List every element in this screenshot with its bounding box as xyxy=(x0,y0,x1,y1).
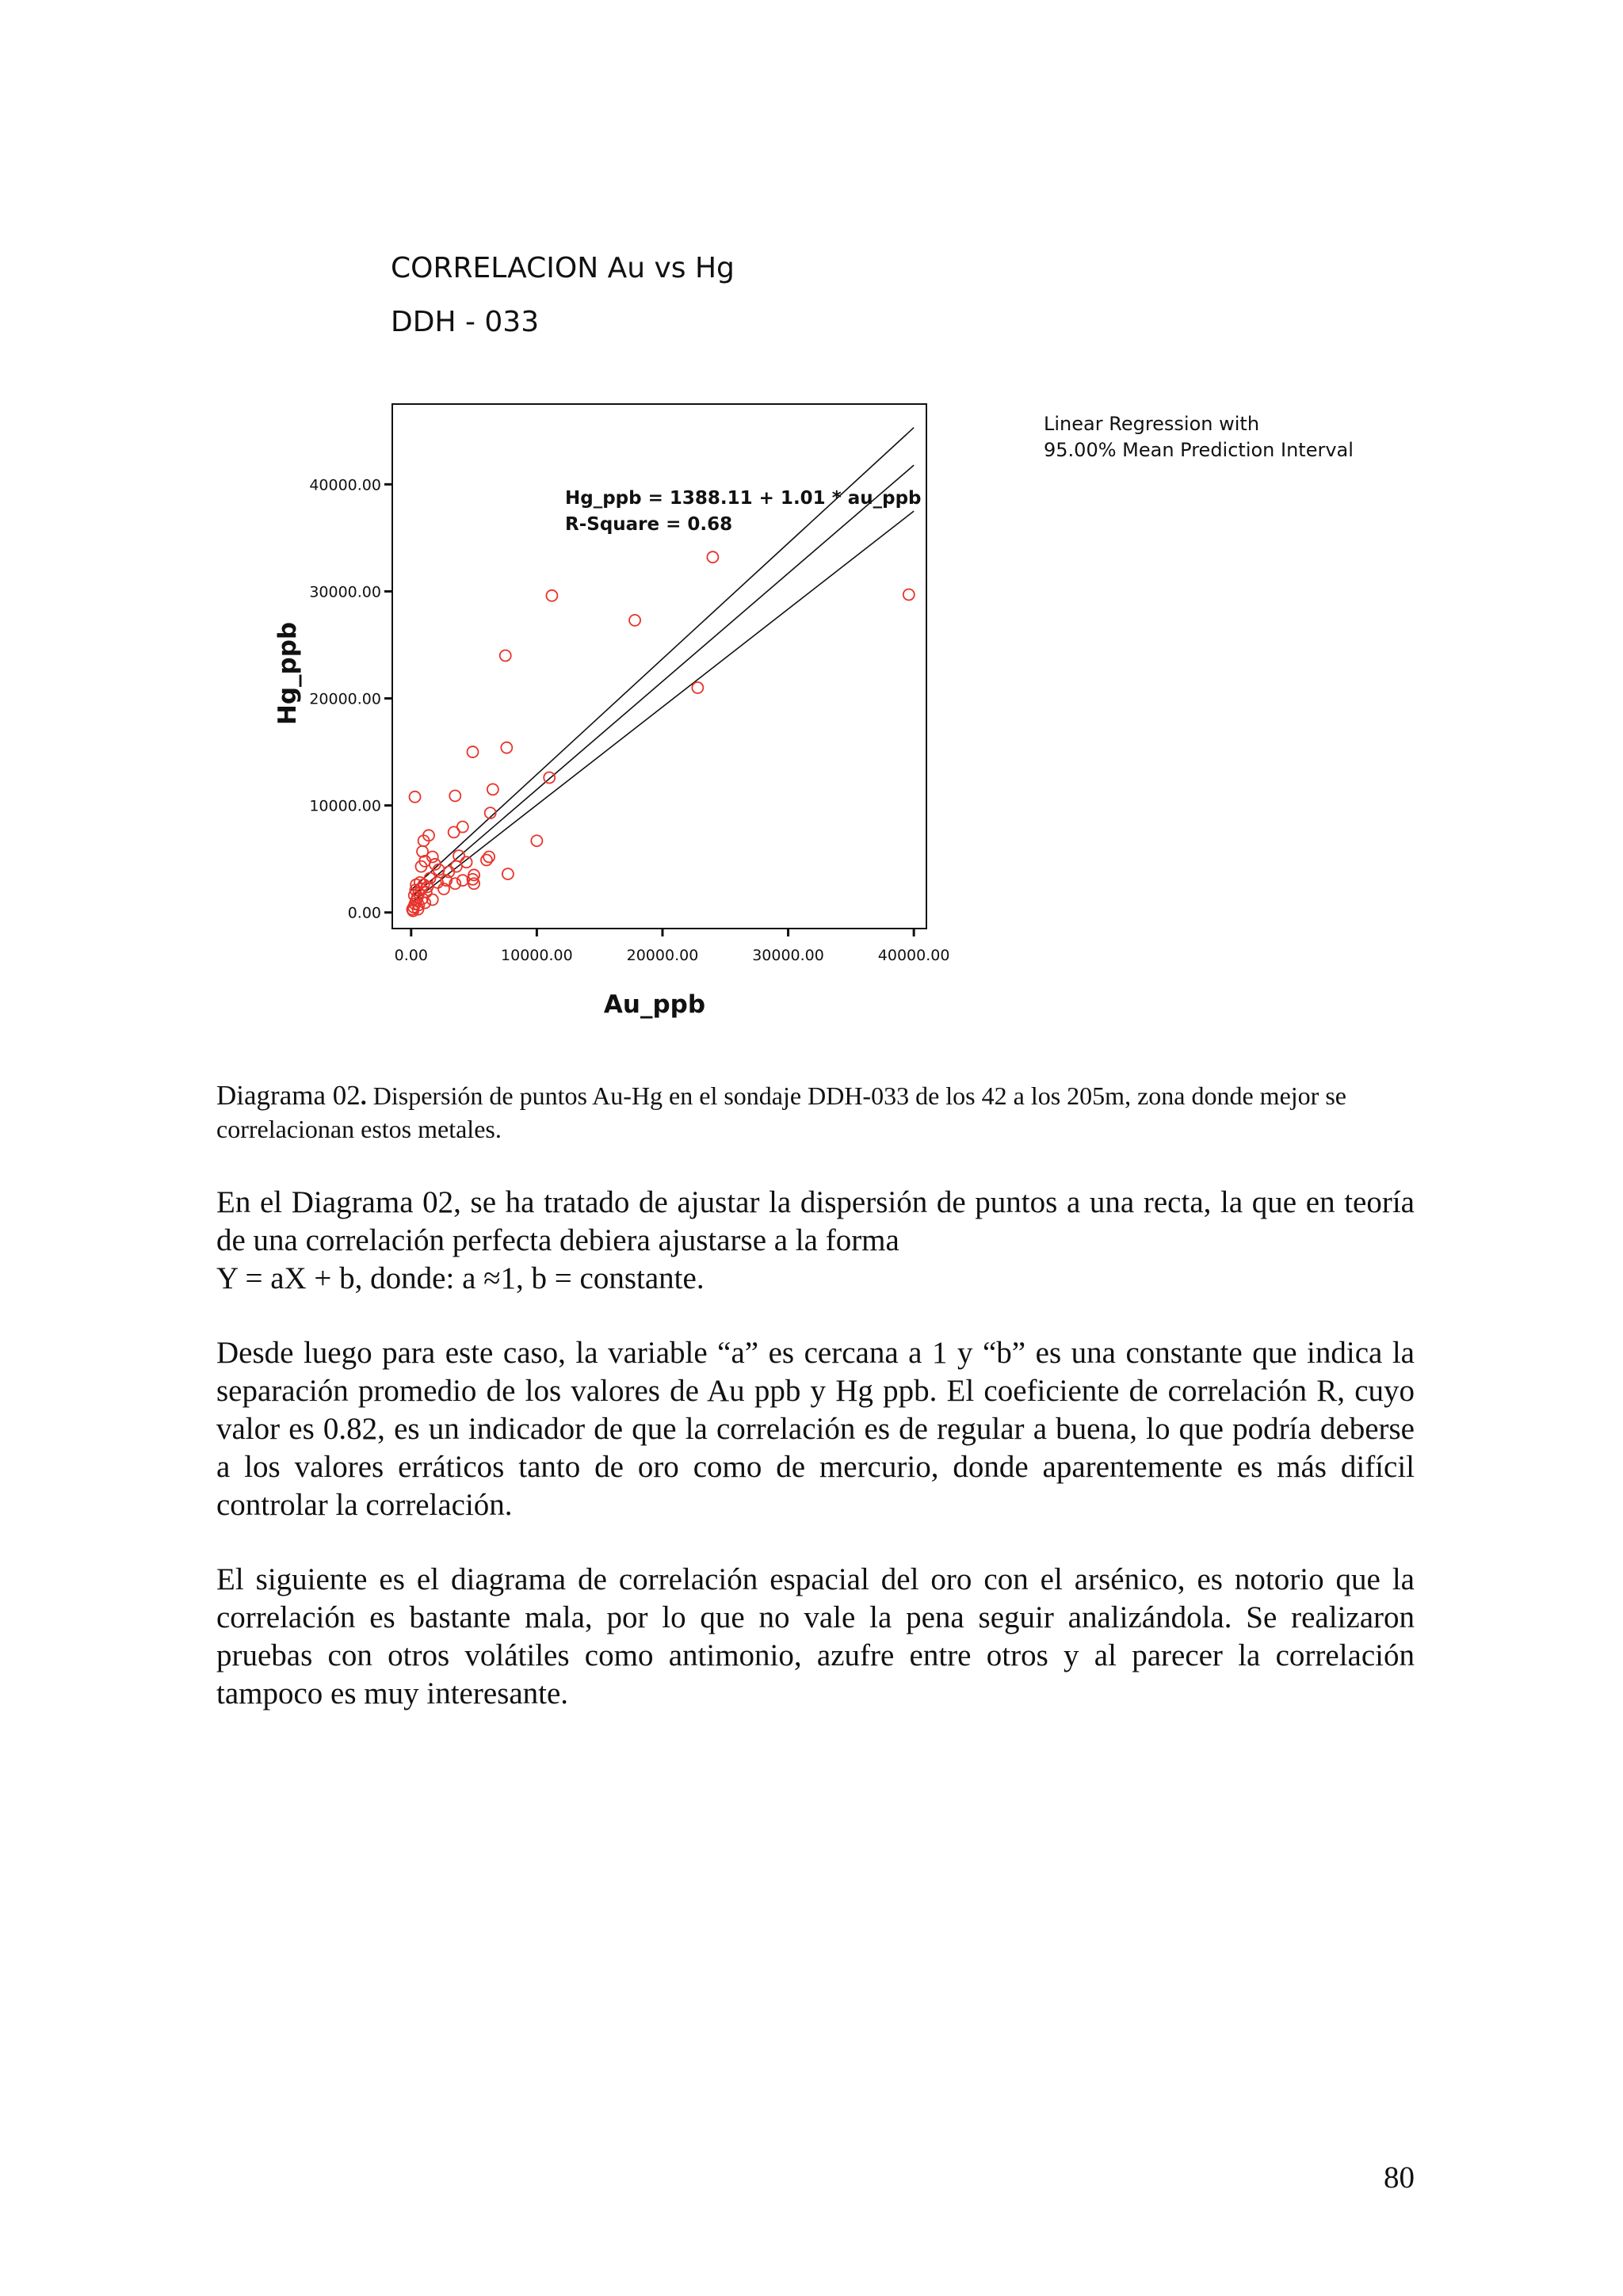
x-axis xyxy=(395,947,950,964)
paragraph-2: Desde luego para este caso, la variable “a” es cercana a 1 y “b” es una constante que indica la separación promedio de los valores de Au ppb y Hg ppb. El coeficiente de correlación R, cuyo valor es 0.82, es un indicador de que la correlación es de regular a buena, lo que podría deberse a los valores erráticos tanto de oro como de mercurio, donde aparentemente es más difícil controlar la correlación. xyxy=(216,1336,1415,1522)
data-point xyxy=(546,590,557,601)
figure-caption xyxy=(216,1079,1415,1146)
paragraph-3: El siguiente es el diagrama de correlación espacial del oro con el arsénico, es notorio que la correlación es bastante mala, por lo que no vale la pena seguir analizándola. Se realizaron pruebas con otros volátiles como antimonio, azufre entre otros y al parecer la correlación tampoco es muy interesante. xyxy=(216,1562,1415,1711)
paragraph-1-formula: Y = aX + b, donde: a ≈1, b = constante. xyxy=(216,1261,705,1295)
r-square-label: R-Square = 0.68 xyxy=(565,514,733,535)
regression-equation: Hg_ppb = 1388.11 + 1.01 * au_ppb xyxy=(565,488,922,509)
x-tick-label-40000: 40000.00 xyxy=(877,947,950,964)
data-point xyxy=(531,835,542,846)
y-tick-label-20000: 20000.00 xyxy=(309,690,381,708)
data-point xyxy=(544,772,555,784)
data-point xyxy=(467,746,478,757)
data-point xyxy=(487,784,498,795)
y-axis-label: Hg_ppb xyxy=(273,621,302,726)
caption-text: Dispersión de puntos Au-Hg en el sondaje DDH-033 de los 42 a los 205m, zona donde mejor se correlacionan estos metales. xyxy=(216,1081,1346,1143)
y-tick-label-0: 0.00 xyxy=(347,904,381,922)
plot-frame xyxy=(392,404,926,929)
data-point xyxy=(481,855,492,866)
data-points xyxy=(407,551,914,917)
scatter-figure xyxy=(216,204,1421,1068)
data-point xyxy=(502,868,514,879)
data-point xyxy=(483,851,495,862)
x-tick-label-20000: 20000.00 xyxy=(626,947,699,964)
x-tick-label-0: 0.00 xyxy=(394,947,428,964)
data-point xyxy=(451,861,462,872)
data-point xyxy=(500,650,511,661)
data-point xyxy=(449,826,460,837)
x-tick-label-30000: 30000.00 xyxy=(752,947,824,964)
lower-interval-line xyxy=(411,511,914,902)
x-tick-label-10000: 10000.00 xyxy=(501,947,573,964)
legend-line-1: Linear Regression with xyxy=(1044,413,1260,435)
y-tick-label-10000: 10000.00 xyxy=(309,797,381,815)
caption-dot: . xyxy=(360,1081,367,1110)
data-point xyxy=(692,682,703,693)
legend-line-2: 95.00% Mean Prediction Interval xyxy=(1044,439,1354,461)
chart-title: CORRELACION Au vs Hg xyxy=(391,252,735,284)
chart-subtitle: DDH - 033 xyxy=(391,306,540,338)
data-point xyxy=(449,790,460,801)
y-tick-label-30000: 30000.00 xyxy=(309,583,381,601)
y-axis xyxy=(309,476,381,921)
data-point xyxy=(903,589,915,600)
paragraph-1-text: En el Diagrama 02, se ha tratado de ajustar la dispersión de puntos a una recta, la que en teoría de una correlación perfecta debiera ajustarse a la forma xyxy=(216,1185,1415,1257)
tick-marks xyxy=(384,484,914,936)
data-point xyxy=(410,791,421,803)
page-number: 80 xyxy=(1384,2161,1415,2195)
y-tick-label-40000: 40000.00 xyxy=(309,476,381,494)
paragraph-1 xyxy=(216,1184,1415,1298)
data-point xyxy=(707,551,718,563)
x-axis-label: Au_ppb xyxy=(603,990,706,1019)
data-point xyxy=(501,742,512,753)
data-point xyxy=(629,615,640,626)
caption-lead: Diagrama 02 xyxy=(216,1080,361,1111)
